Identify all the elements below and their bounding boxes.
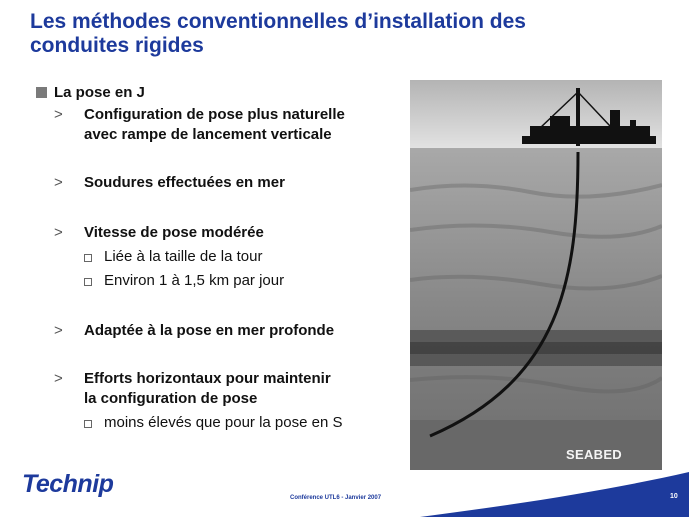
point-2-text: Soudures effectuées en mer (84, 174, 285, 191)
point-3-sub-1-text: Liée à la taille de la tour (104, 248, 263, 265)
point-3-text: Vitesse de pose modérée (84, 224, 264, 241)
heading-bullet (36, 84, 406, 101)
point-3-sub-2-text: Environ 1 à 1,5 km par jour (104, 272, 285, 289)
point-3-sub-1 (104, 245, 406, 269)
checkbox-bullet-icon (84, 254, 92, 262)
point-5-line-2: la configuration de pose (84, 390, 258, 407)
point-3-sub-2 (104, 269, 406, 293)
bullet-list (36, 84, 406, 435)
j-lay-image (410, 80, 662, 470)
point-1 (54, 105, 406, 145)
heading-text: La pose en J (54, 84, 145, 101)
point-4 (54, 321, 406, 341)
title-line-2: conduites rigides (30, 34, 204, 57)
checkbox-bullet-icon (84, 278, 92, 286)
j-lay-illustration (410, 80, 662, 470)
arrow-bullet-icon: > (54, 322, 63, 339)
point-3 (54, 223, 406, 243)
arrow-bullet-icon: > (54, 370, 63, 387)
checkbox-bullet-icon (84, 420, 92, 428)
point-2 (54, 173, 406, 193)
conference-label: Conférence UTL6 - Janvier 2007 (290, 495, 382, 501)
point-4-text: Adaptée à la pose en mer profonde (84, 322, 335, 339)
point-5-sub-1-text: moins élevés que pour la pose en S (104, 414, 343, 431)
slide-title (30, 10, 680, 58)
title-line-1: Les méthodes conventionnelles d’installation des (30, 10, 526, 33)
square-bullet-icon (36, 87, 47, 98)
point-5 (54, 369, 406, 409)
point-1-line-2: avec rampe de lancement verticale (84, 126, 332, 143)
page-number: 10 (670, 493, 678, 500)
technip-logo: Technip (22, 470, 114, 498)
arrow-bullet-icon: > (54, 174, 63, 191)
point-1-line-1: Configuration de pose plus naturelle (84, 106, 345, 123)
point-5-line-1: Efforts horizontaux pour maintenir (84, 370, 331, 387)
arrow-bullet-icon: > (54, 224, 63, 241)
point-5-sub-1 (104, 411, 406, 435)
arrow-bullet-icon: > (54, 106, 63, 123)
seabed-label: SEABED (566, 447, 622, 462)
